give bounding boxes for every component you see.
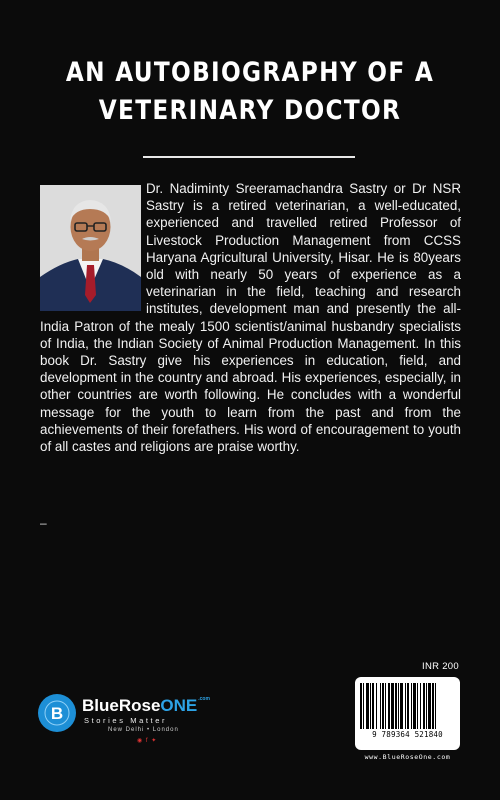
svg-text:B: B <box>50 704 64 723</box>
barcode-bar <box>435 683 436 729</box>
description-text: Dr. Nadiminty Sreeramachandra Sastry or Dr NSR Sastry is a retired veterinarian, a well-educated, experienced and travelled retired Professor of Livestock Production Management from CCSS Haryana Agricultural University, Hisar. He is 80years old with nearly 50 years of experience as a veterinarian in the field, teaching and research institutes, development man and presently the all-India Patron of the mealy 1500 scientist/animal husbandry specialists of India, the Indian Society of Animal Production Management. In this book Dr. Sastry give his experiences in education, field, and development in the country and abroad. His experiences, especially, in other countries are worth following. He concludes with a wonderful message for the youth to learn from the past and from the achievements of their forefathers. His word of encouragement to youth of all castes and religions are praise worthy. <box>40 181 461 455</box>
barcode-bar <box>372 683 374 729</box>
barcode-bars-icon <box>360 683 455 729</box>
barcode-bar <box>407 683 409 729</box>
price-label: INR 200 <box>422 661 459 672</box>
barcode-bar <box>391 683 394 729</box>
barcode-bar <box>360 683 362 729</box>
book-title <box>35 54 465 130</box>
barcode-bar <box>405 683 406 729</box>
social-icons: ◉ f ✦ <box>137 738 158 744</box>
barcode-bar <box>428 683 431 729</box>
publisher-name-suffix: .com <box>198 696 210 702</box>
barcode-bar <box>411 683 412 729</box>
publisher-website: www.BlueRoseOne.com <box>364 753 451 761</box>
barcode-bar <box>366 683 369 729</box>
isbn-number: 9 789364 521840 <box>372 730 443 739</box>
barcode-bar <box>420 683 421 729</box>
barcode-bar <box>382 683 384 729</box>
title-line-2: VETERINARY DOCTOR <box>98 95 402 126</box>
barcode-bar <box>423 683 425 729</box>
barcode-bar <box>380 683 381 729</box>
barcode-bar <box>413 683 416 729</box>
barcode-bar <box>432 683 434 729</box>
end-dash: – <box>40 516 47 530</box>
barcode-bar <box>417 683 418 729</box>
barcode-bar <box>398 683 399 729</box>
barcode-bar <box>370 683 371 729</box>
book-description <box>40 180 461 455</box>
barcode-bar <box>395 683 397 729</box>
isbn-barcode <box>355 677 460 750</box>
title-line-1: AN AUTOBIOGRAPHY OF A <box>65 57 435 88</box>
barcode-bar <box>376 683 377 729</box>
title-divider <box>143 156 355 158</box>
b-letter-icon <box>44 700 70 726</box>
publisher-tagline: Stories Matter <box>84 716 168 725</box>
barcode-bar <box>400 683 403 729</box>
publisher-cities: New Delhi • London <box>108 727 179 733</box>
photo-wrap-spacer <box>40 180 146 314</box>
barcode-bar <box>388 683 390 729</box>
barcode-bar <box>363 683 364 729</box>
publisher-logo-icon <box>38 694 76 732</box>
publisher-name-main: BlueRose <box>82 696 161 715</box>
publisher-name <box>82 696 210 716</box>
barcode-bar <box>426 683 427 729</box>
publisher-name-accent: ONE <box>160 696 198 715</box>
barcode-bar <box>385 683 386 729</box>
